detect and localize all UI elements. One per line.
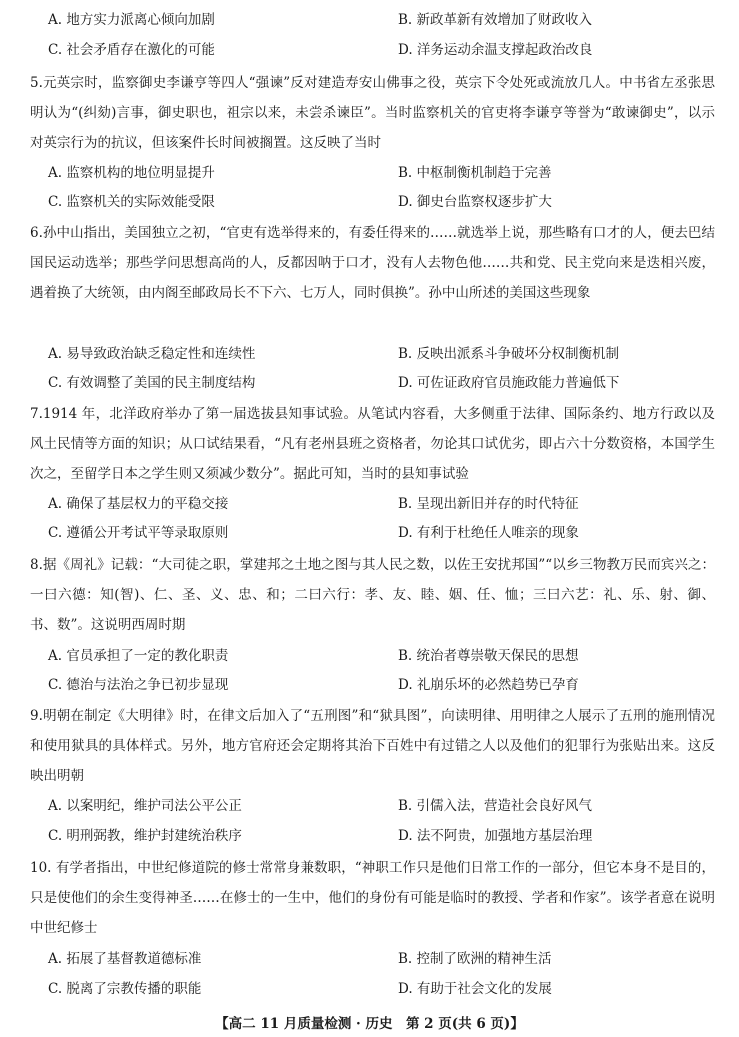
q9-option-c: C. 明刑弼教，维护封建统治秩序 <box>48 828 242 844</box>
q7-options-row-1 <box>0 491 739 517</box>
q8-options-row-1 <box>0 643 739 669</box>
q6-option-b: B. 反映出派系斗争破坏分权制衡机制 <box>398 346 620 362</box>
question-5-stem: 5.元英宗时，监察御史李谦亨等四人“强谏”反对建造寿安山佛事之役，英宗下令处死或流放几人。中书省左丞张思明认为“(纠劾)言事，御史职也，祖宗以来，未尝杀谏臣”。当时监察机关的官吏将李谦亨等誉为“敢谏御史”，以示对英宗行为的抗议，但该案件长时间被搁置。这反映了当时 <box>30 75 715 151</box>
q8-options-row-2 <box>0 672 739 698</box>
q9-option-a: A. 以案明纪，维护司法公平公正 <box>48 798 242 814</box>
q5-option-a: A. 监察机构的地位明显提升 <box>48 165 215 181</box>
q5-option-c: C. 监察机关的实际效能受限 <box>48 194 215 210</box>
q7-option-d: D. 有利于杜绝任人唯亲的现象 <box>398 525 579 541</box>
q8-option-b: B. 统治者尊崇敬天保民的思想 <box>398 648 579 664</box>
q4-option-b: B. 新政革新有效增加了财政收入 <box>398 12 593 28</box>
question-10-stem: 10. 有学者指出，中世纪修道院的修士常常身兼数职，“神职工作只是他们日常工作的一部分，但它本身不是目的，只是使他们的余生变得神圣……在修士的一生中，他们的身份有可能是临时的教授、学者和作家”。该学者意在说明中世纪修士 <box>30 860 715 936</box>
q7-option-c: C. 遵循公开考试平等录取原则 <box>48 525 229 541</box>
q8-option-c: C. 德治与法治之争已初步显现 <box>48 677 229 693</box>
q9-option-d: D. 法不阿贵，加强地方基层治理 <box>398 828 593 844</box>
question-6-stem: 6.孙中山指出，美国独立之初，“官吏有选举得来的，有委任得来的……就选举上说，那些略有口才的人，便去巴结国民运动选举；那些学问思想高尚的人，反都因呐于口才，没有人去物色他……共和党、民主党向来是迭相兴废，遇着换了大统领，由内阁至邮政局长不下六、七万人，同时俱换”。孙中山所述的美国这些现象 <box>30 225 715 301</box>
q10-option-c: C. 脱离了宗教传播的职能 <box>48 981 202 997</box>
q9-options-row-1 <box>0 793 739 819</box>
q7-options-row-2 <box>0 520 739 546</box>
q10-option-a: A. 拓展了基督教道德标准 <box>48 951 202 967</box>
page-footer: 【高二 11 月质量检测 · 历史 第 2 页(共 6 页)】 <box>215 1016 524 1032</box>
q5-options-row-2 <box>0 189 739 215</box>
q10-option-d: D. 有助于社会文化的发展 <box>398 981 552 997</box>
q8-option-a: A. 官员承担了一定的教化职责 <box>48 648 229 664</box>
q8-option-d: D. 礼崩乐坏的必然趋势已孕育 <box>398 677 579 693</box>
q6-option-d: D. 可佐证政府官员施政能力普遍低下 <box>398 375 620 391</box>
question-9-stem: 9.明朝在制定《大明律》时，在律文后加入了“五刑图”和“狱具图”，向读明律、用明律之人展示了五刑的施刑情况和使用狱具的具体样式。另外，地方官府还会定期将其治下百姓中有过错之人以及他们的犯罪行为张贴出来。这反映出明朝 <box>30 708 715 784</box>
q10-options-row-1 <box>0 946 739 972</box>
q6-options-row-1 <box>0 341 739 367</box>
q4-option-a: A. 地方实力派离心倾向加剧 <box>48 12 215 28</box>
q4-options-row-2 <box>0 37 739 63</box>
q4-options-row-1 <box>0 7 739 33</box>
q10-options-row-2 <box>0 976 739 1002</box>
q5-option-d: D. 御史台监察权逐步扩大 <box>398 194 552 210</box>
q7-option-b: B. 呈现出新旧并存的时代特征 <box>398 496 579 512</box>
q5-options-row-1 <box>0 160 739 186</box>
q10-option-b: B. 控制了欧洲的精神生活 <box>398 951 552 967</box>
q6-option-c: C. 有效调整了美国的民主制度结构 <box>48 375 256 391</box>
q5-option-b: B. 中枢制衡机制趋于完善 <box>398 165 552 181</box>
q9-options-row-2 <box>0 823 739 849</box>
q4-option-c: C. 社会矛盾存在激化的可能 <box>48 42 215 58</box>
question-8-stem: 8.据《周礼》记载：“大司徒之职，掌建邦之土地之图与其人民之数，以佐王安扰邦国”“以乡三物教万民而宾兴之：一曰六德：知(智)、仁、圣、义、忠、和；二曰六行：孝、友、睦、姻、任、恤；三曰六艺：礼、乐、射、御、书、数”。这说明西周时期 <box>30 557 715 633</box>
q6-option-a: A. 易导致政治缺乏稳定性和连续性 <box>48 346 256 362</box>
q9-option-b: B. 引儒入法，营造社会良好风气 <box>398 798 593 814</box>
q4-option-d: D. 洋务运动余温支撑起政治改良 <box>398 42 593 58</box>
q6-options-row-2 <box>0 370 739 396</box>
question-7-stem: 7.1914 年，北洋政府举办了第一届选拔县知事试验。从笔试内容看，大多侧重于法律、国际条约、地方行政以及风土民情等方面的知识；从口试结果看，“凡有老州县班之资格者，勿论其口试优劣，即占六十分数资格，本国学生次之，至留学日本之学生则又须减少数分”。据此可知，当时的县知事试验 <box>30 406 715 482</box>
q7-option-a: A. 确保了基层权力的平稳交接 <box>48 496 229 512</box>
